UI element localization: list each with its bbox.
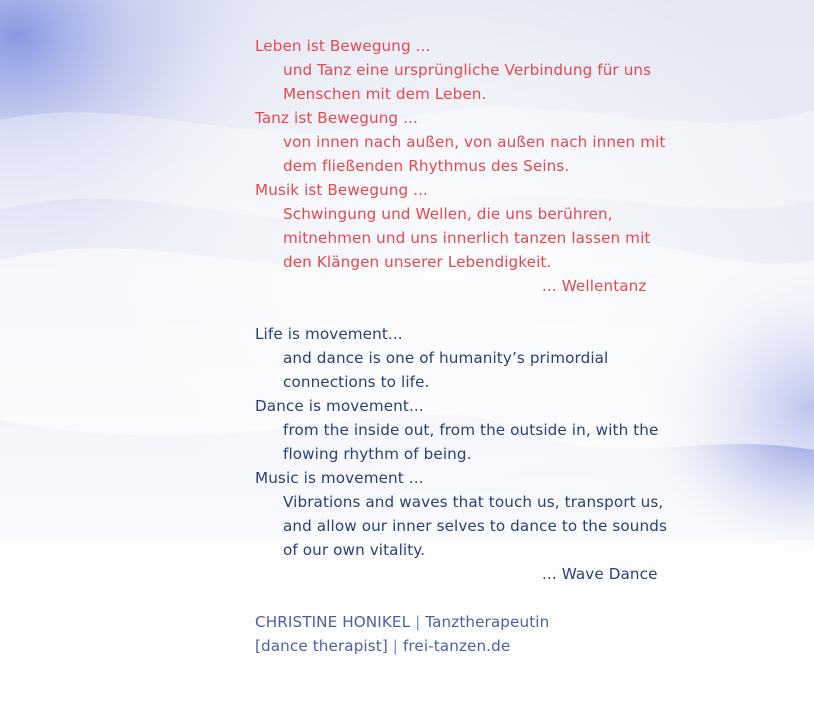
- author-role: Tanztherapeutin: [425, 613, 550, 631]
- author-credit: [255, 610, 795, 658]
- poem-signature-german: ... Wellentanz: [542, 277, 647, 295]
- stanza-line: dem fließenden Rhythmus des Seins.: [283, 157, 570, 175]
- poem-german: [255, 34, 795, 298]
- credit-line-1: [255, 610, 795, 634]
- poem-signature-english: ... Wave Dance: [542, 565, 658, 583]
- stanza-line: flowing rhythm of being.: [283, 445, 472, 463]
- stanza-lead: Life is movement...: [255, 325, 403, 343]
- stanza-lead: Tanz ist Bewegung ...: [255, 109, 418, 127]
- stanza-line: Vibrations and waves that touch us, transport us,: [283, 493, 664, 511]
- stanza-lead: Music is movement ...: [255, 469, 424, 487]
- poem-text-block: [255, 34, 795, 658]
- credit-separator: |: [415, 613, 421, 631]
- credit-separator: |: [392, 637, 399, 655]
- stanza-line: and dance is one of humanity’s primordial: [283, 349, 609, 367]
- author-role-english: [dance therapist]: [255, 637, 388, 655]
- stanza-line: Menschen mit dem Leben.: [283, 85, 487, 103]
- stanza-line: und Tanz eine ursprüngliche Verbindung für uns: [283, 61, 652, 79]
- stanza-lead: Dance is movement...: [255, 397, 424, 415]
- stanza-line: mitnehmen und uns innerlich tanzen lassen mit: [283, 229, 651, 247]
- author-website[interactable]: frei-tanzen.de: [402, 637, 511, 655]
- credit-line-2: [255, 634, 795, 658]
- stanza-lead: Leben ist Bewegung ...: [255, 37, 431, 55]
- stanza-lead: Musik ist Bewegung ...: [255, 181, 428, 199]
- stanza-line: connections to life.: [283, 373, 430, 391]
- stanza-line: of our own vitality.: [283, 541, 426, 559]
- author-name: CHRISTINE HONIKEL: [255, 613, 411, 631]
- stanza-line: from the inside out, from the outside in, with the: [283, 421, 659, 439]
- stanza-line: den Klängen unserer Lebendigkeit.: [283, 253, 552, 271]
- stanza-line: Schwingung und Wellen, die uns berühren,: [283, 205, 613, 223]
- credit-spacer: [255, 586, 795, 610]
- poem-english: [255, 322, 795, 586]
- stanza-line: and allow our inner selves to dance to the sounds: [283, 517, 668, 535]
- stanza-spacer: [255, 298, 795, 322]
- stanza-line: von innen nach außen, von außen nach innen mit: [283, 133, 666, 151]
